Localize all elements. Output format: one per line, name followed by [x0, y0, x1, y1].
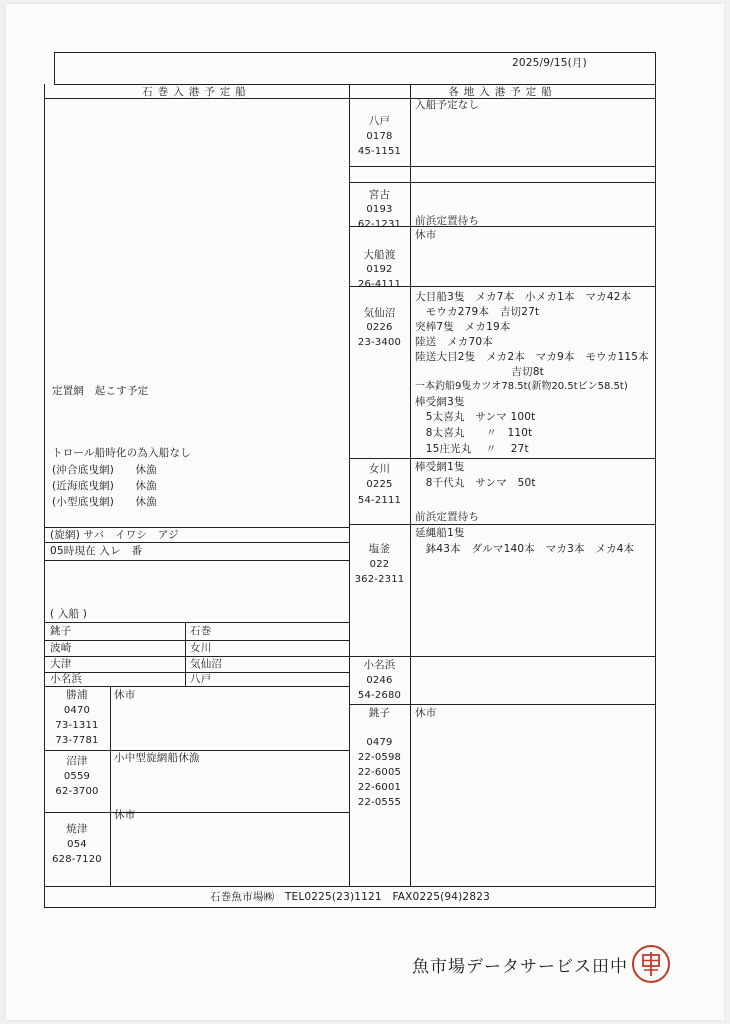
- choshi-tel: 22-0598: [357, 752, 402, 763]
- katsuura-tel: 73-7781: [55, 735, 99, 746]
- other-ports-header: 各地入港予定船: [448, 86, 557, 98]
- nyusen-label: ( 入船 ): [50, 608, 88, 620]
- choshi-tel: 22-0555: [357, 797, 402, 808]
- trawl-note: トロール船時化の為入船なし: [52, 447, 191, 459]
- ofunato-line: 休市: [415, 229, 437, 241]
- report-date: 2025/9/15(月): [512, 57, 587, 69]
- hachinohe-name: 八戸: [368, 115, 391, 127]
- teichi-note: 定置網 起こす予定: [52, 385, 149, 397]
- okiai-note: (沖合底曳網) 休漁: [52, 464, 157, 476]
- choshi-name: 銚子: [368, 707, 391, 719]
- kesennuma-line: 棒受網3隻: [415, 396, 465, 408]
- kesennuma-line: 吉切8t: [415, 366, 544, 378]
- port-name: 大津: [50, 658, 72, 670]
- kesennuma-tel: 0226: [366, 322, 393, 333]
- yaizu-name: 焼津: [66, 823, 88, 835]
- onahama-tel: 54-2680: [357, 690, 402, 701]
- choshi-tel: 22-6005: [357, 767, 402, 778]
- choshi-tel: 0479: [366, 737, 393, 748]
- kesennuma-line: 陸送 メカ70本: [415, 336, 493, 348]
- ofunato-tel: 0192: [366, 264, 393, 275]
- kinkai-note: (近海底曳網) 休漁: [52, 480, 157, 492]
- onagawa-line: 棒受網1隻: [415, 461, 465, 473]
- katsuura-name: 勝浦: [66, 689, 88, 701]
- kesennuma-line: 突棒7隻 メカ19本: [415, 321, 511, 333]
- fish-market-report: [44, 52, 656, 908]
- kesennuma-tel: 23-3400: [357, 337, 402, 348]
- numazu-note: 小中型旋網船休漁: [114, 752, 200, 764]
- numazu-tel: 0559: [63, 771, 91, 782]
- onagawa-name: 女川: [368, 463, 391, 475]
- makiami-note: (旋網) サバ イワシ アジ: [50, 529, 179, 541]
- kogata-note: (小型底曳網) 休漁: [52, 496, 157, 508]
- ishinomaki-header: 石巻入港予定船: [142, 86, 251, 98]
- onahama-name: 小名浜: [363, 659, 396, 671]
- onagawa-line: 8千代丸 サンマ 50t: [415, 477, 536, 489]
- numazu-name: 沼津: [66, 755, 88, 767]
- miyako-line: 前浜定置待ち: [415, 215, 480, 227]
- katsuura-tel: 73-1311: [55, 720, 99, 731]
- kesennuma-line: 大目船3隻 メカ7本 小メカ1本 マカ42本: [415, 291, 632, 303]
- shiogama-tel: 022: [369, 559, 390, 570]
- kesennuma-line: 15庄光丸 〃 27t: [415, 443, 529, 455]
- kesennuma-line: 5太喜丸 サンマ 100t: [415, 411, 536, 423]
- yaizu-tel: 628-7120: [52, 854, 102, 865]
- miyako-tel: 0193: [366, 204, 393, 215]
- choshi-tel: 22-6001: [357, 782, 402, 793]
- onagawa-tel: 0225: [366, 479, 393, 490]
- yaizu-note: 休市: [114, 809, 136, 821]
- port-name: 波崎: [50, 642, 72, 654]
- hachinohe-tel: 45-1151: [357, 146, 402, 157]
- port-name: 女川: [190, 642, 212, 654]
- onahama-tel: 0246: [366, 675, 393, 686]
- kesennuma-line: 陸送大目2隻 メカ2本 マカ9本 モウカ115本: [415, 351, 649, 363]
- data-service-signature: 魚市場データサービス田中: [412, 957, 628, 977]
- seal-stamp-icon: [632, 945, 670, 983]
- onagawa-tel: 54-2111: [357, 495, 402, 506]
- port-name: 石巻: [190, 625, 212, 637]
- yaizu-tel: 054: [67, 839, 87, 850]
- ofunato-name: 大船渡: [363, 249, 396, 261]
- hachinohe-tel: 0178: [366, 131, 393, 142]
- shiogama-name: 塩釜: [368, 543, 391, 555]
- onagawa-line: 前浜定置待ち: [415, 511, 480, 523]
- shiogama-line: 鉢43本 ダルマ140本 マカ3本 メカ4本: [415, 543, 635, 555]
- choshi-line: 休市: [415, 707, 437, 719]
- ofunato-tel: 26-4111: [357, 279, 402, 290]
- shiogama-tel: 362-2311: [354, 574, 405, 585]
- katsuura-tel: 0470: [63, 705, 91, 716]
- kesennuma-name: 気仙沼: [363, 307, 396, 319]
- port-name: 気仙沼: [190, 658, 223, 670]
- kesennuma-line: 一本釣船9隻カツオ78.5t(新物20.5tビン58.5t): [415, 381, 628, 392]
- shiogama-line: 延縄船1隻: [415, 527, 465, 539]
- kesennuma-line: 8太喜丸 〃 110t: [415, 427, 533, 439]
- port-name: 銚子: [50, 625, 72, 637]
- port-name: 小名浜: [50, 673, 83, 685]
- numazu-tel: 62-3700: [55, 786, 99, 797]
- kesennuma-line: モウカ279本 吉切27t: [415, 306, 540, 318]
- katsuura-note: 休市: [114, 689, 136, 701]
- miyako-name: 宮古: [368, 189, 391, 201]
- port-name: 八戸: [190, 673, 212, 685]
- miyako-tel: 62-1231: [357, 219, 402, 230]
- time-note: 05時現在 入レ 番: [50, 545, 143, 557]
- market-footer: 石巻魚市場㈱ TEL0225(23)1121 FAX0225(94)2823: [210, 891, 490, 903]
- hachinohe-line: 入船予定なし: [415, 99, 480, 111]
